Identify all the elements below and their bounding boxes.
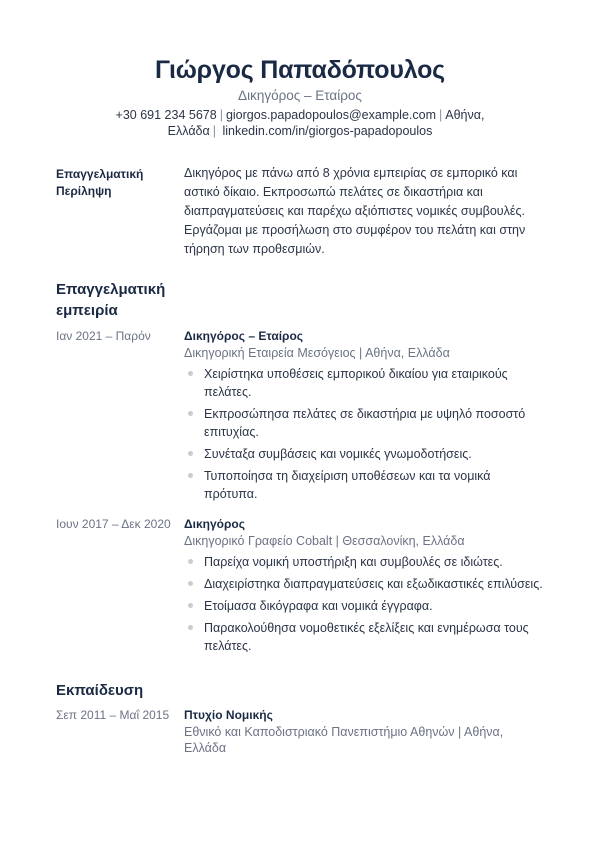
- organization: Δικηγορικό Γραφείο Cobalt | Θεσσαλονίκη, Ελλάδα: [184, 534, 465, 548]
- experience-heading-wrap: [56, 279, 206, 321]
- degree-title: Πτυχίο Νομικής: [184, 708, 273, 722]
- achievement-list: [184, 553, 544, 655]
- entry-dates: Ιουν 2017 – Δεκ 2020: [56, 517, 171, 531]
- list-item: Διαχειρίστηκα διαπραγματεύσεις και εξωδικαστικές επιλύσεις.: [184, 575, 544, 593]
- list-item: Τυποποίησα τη διαχείριση υποθέσεων και τα νομικά πρότυπα.: [184, 467, 544, 503]
- list-item: Παρακολούθησα νομοθετικές εξελίξεις και ενημέρωσα τους πελάτες.: [184, 619, 544, 655]
- education-entry: [56, 707, 544, 756]
- linkedin-link: linkedin.com/in/giorgos-papadopoulos: [222, 124, 433, 138]
- achievement-list: [184, 365, 544, 503]
- summary-heading: Επαγγελματική Περίληψη: [56, 167, 144, 198]
- summary-section: [56, 166, 544, 259]
- list-item: Ετοίμασα δικόγραφα και νομικά έγγραφα.: [184, 597, 544, 615]
- contact-separator: |: [439, 108, 443, 122]
- school-name: Εθνικό και Καποδιστριακό Πανεπιστήμιο Αθηνών | Αθήνα, Ελλάδα: [184, 725, 504, 755]
- experience-heading: Επαγγελματική εμπειρία: [56, 281, 166, 319]
- experience-entry: [56, 516, 544, 659]
- list-item: Χειρίστηκα υποθέσεις εμπορικού δικαίου για εταιρικούς πελάτες.: [184, 365, 544, 401]
- candidate-name: Γιώργος Παπαδόπουλος: [155, 56, 445, 84]
- contact-separator: |: [212, 124, 216, 138]
- location: Αθήνα, Ελλάδα: [167, 108, 485, 138]
- contact-separator: |: [219, 108, 223, 122]
- experience-entry: [56, 328, 544, 507]
- summary-text: Δικηγόρος με πάνω από 8 χρόνια εμπειρίας σε εμπορικό και αστικό δίκαιο. Εκπροσωπώ πελάτες σε δικαστήρια και διαπραγματεύσεις και παρέχω αξιόπιστες νομικές συμβουλές. Εργάζομαι με προσήλωση στο συμφέρον του πελάτη και στην τήρηση των προθεσμιών.: [184, 166, 526, 256]
- entry-dates: Σεπ 2011 – Μαΐ 2015: [56, 708, 170, 722]
- contact-info: [90, 107, 510, 139]
- list-item: Παρείχα νομική υποστήριξη και συμβουλές σε ιδιώτες.: [184, 553, 544, 571]
- email-address: giorgos.papadopoulos@example.com: [225, 108, 436, 122]
- candidate-role: Δικηγόρος – Εταίρος: [238, 88, 362, 103]
- job-title: Δικηγόρος: [184, 517, 245, 531]
- list-item: Εκπροσώπησα πελάτες σε δικαστήρια με υψηλό ποσοστό επιτυχίας.: [184, 405, 544, 441]
- job-title: Δικηγόρος – Εταίρος: [184, 329, 304, 343]
- education-heading: Εκπαίδευση: [56, 682, 144, 699]
- resume-header: [56, 0, 544, 139]
- organization: Δικηγορική Εταιρεία Μεσόγειος | Αθήνα, Ελλάδα: [184, 346, 450, 360]
- entry-dates: Ιαν 2021 – Παρόν: [56, 329, 151, 343]
- phone-number: +30 691 234 5678: [115, 108, 217, 122]
- list-item: Συνέταξα συμβάσεις και νομικές γνωμοδοτήσεις.: [184, 445, 544, 463]
- education-heading-wrap: [56, 680, 544, 701]
